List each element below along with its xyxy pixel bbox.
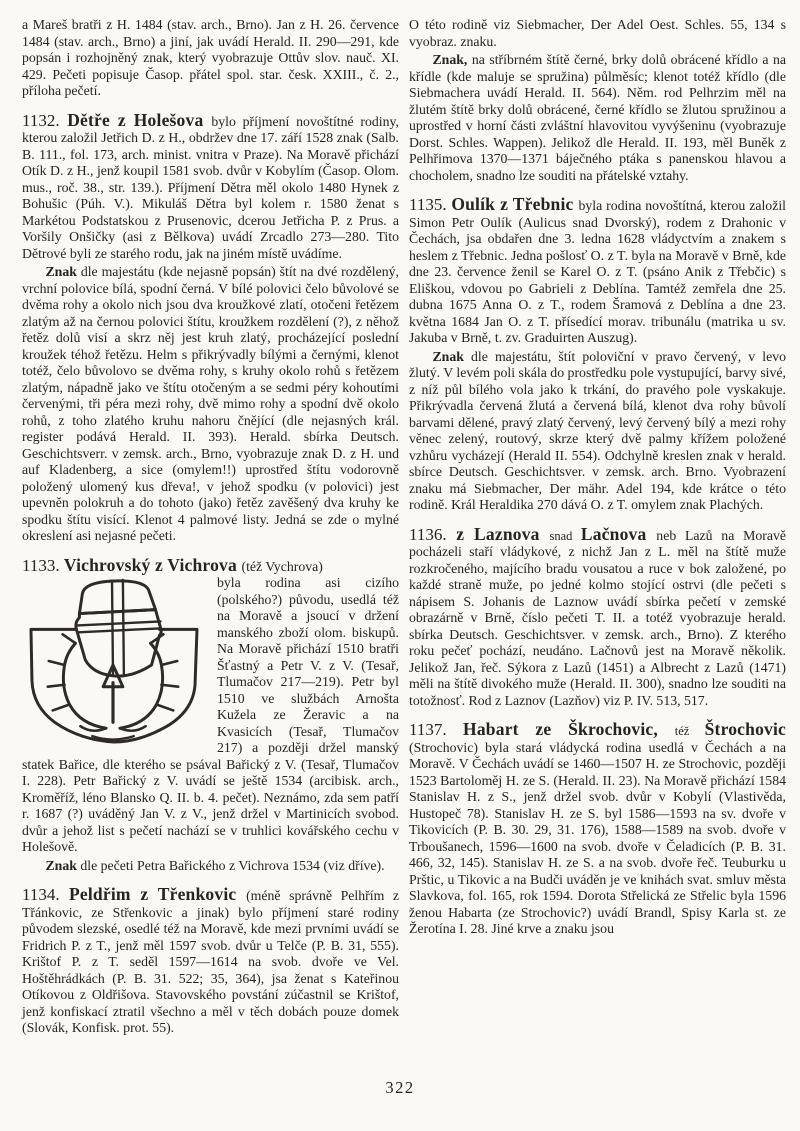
paragraph [409,17,786,50]
text-run: 1136. [409,524,457,544]
text-run: (též Vychrova) [241,558,323,574]
text-run: byla rodina novoštítná, kterou založil Simon Petr Oulík (Aulicus snad Dvorský), rodem z Drahonic v Čechách, jsa obdařen dne 3. ledna 1628 vládyctvím a znakem s heslem z Třebnic. Jedna pošlosť O. z T. byla na Moravě v Brně, kde dne 23. července ženil se Karel O. z T. (psáno Anik z Třebčic) s Eliškou, vdovou po Gabrieli z Deblína. Tamtéž zemřela dne 25. dubna 1675 Anna O. z T., rodem Šramová z Deblína a dne 23. května 1684 Jan O. z T. přísedící morav. tribunálu (matrika u sv. Jakuba v Brně, t. zv. Graduirten Auszug). [409,198,786,345]
text-run: Oulík z Třebnic [451,194,579,214]
text-run: dle majestátu, štít poloviční v pravo červený, v levo žlutý. V levém poli skála do prostředku pole vystupující, barvy sivé, z níž půl bílého vola jako k trkání, do pravého pole vyskakuje. Přikrývadla červená žlutá a červená bílá, klenot dva rohy bůvolí barvami dělené, pravý zlatý červený, levý červený bílý a mezi rohy věnec zelený, routový, skrze který dvě palmy křížem položené vzhůru vycházejí (Herald II. 554). Odchylně kreslen znak v herald. sbírce Deutsch. Geschichtsver. v zemsk. arch. Brno. Vyobrazení znaku má Siebmacher, Der mähr. Adel 194, kde krátce o této rodině. Král Heraldika 270 dává O. z T. omylem znak Plachých. [409,348,786,512]
text-run: Štrochovic [704,719,787,739]
text-run: 1132. [22,110,68,130]
text-run: Znak [45,264,81,279]
paragraph [409,349,786,514]
text-run: 1133. [22,555,64,575]
page-number: 322 [385,1078,415,1097]
text-run: 1137. [409,720,464,739]
paragraph [22,575,399,856]
text-run: a Mareš bratři z H. 1484 (stav. arch., Brno). Jan z H. 26. července 1484 (stav. arch., Brno) a jiní, jak uvádí Herald. II. 290—291, kde popsán i rozhojněný znak, který vyobrazuje Ottův slov. nauč. XI. 429. Pečeti popisuje Časop. přátel spol. star. česk. XXIII., č. 2., příloha pečetí. [22,17,399,98]
text-run: byla rodina asi cizího (polského?) původu, usedlá též na Moravě a jsoucí v držení manského zboží olom. biskupů. Na Moravě přichází 1510 bratři Šťastný a Petr V. z V. (Tesař, Tlumačov 217—219). Petr byl 1510 ve službách Arnošta Kužela ze Žeravic a na Kvasicích (Tesař, Tlumačov 217) a později držel manský statek Bařice, dle kterého se psával Bařický z V. (Tesař, Tlumačov I. 228). Petr Bařický z V. uvádí se ještě 1534 (arcibisk. arch., Kroměříž, léno Blansko Q. II. b. 4. pečet). Neznámo, zda sem patří r. 1687 (?) uváděný Jan V. z V., jenž držel v Martinicích svobod. dvůr a jehož list s pečetí nachází se v truhlici kovářského cechu v Holešově. [22,575,399,854]
text-run: (Strochovic) byla stará vládycká rodina usedlá v Čechách a na Moravě. V Čechách uvádí se 1460—1507 H. ze Strochovic, později 1523 Bartoloměj H. ze S. (Herald. II. 23). Na Moravě přichází 1584 Stanislav H. z S., jenž držel svob. dvůr v Kobylí (Vlastivěda, Hustopeč 78). Stanislav H. ze S. byl 1586—1593 na sv. dvoře v Tikovicích (P. B. 30. 29, 31. 176), 1588—1589 na svob. dvoře v Trboušanech, 1596—1600 na svob. dvoře v Čeladicích (P. B. 31. 466, 32, 145). Stanislav H. ze S. a na svob. dvoře řeč. Teuburku u Prštic, u Tikovic a na Budči uváděn je ve knihách svat. smluv města Slavkova, fol. 165, rok 1594. Dorota Střelická ze Střelic byla 1596 ženou Habarta (ze Strochovic?) uvádí Brandl, Spisy Karla st. ze Žerotína I. 28. Jiné krve a znaku jsou [409,739,786,936]
text-run: 1135. [409,195,452,214]
text-run: (méně správně Pelhřím z Třánkovic, ze Střenkovic a jinak) bylo příjmení staré rodiny původem slezské, osedlé též na Moravě, kde mezi prvními uvádí se Fridrich P. z T., jenž měl 1597 svob. dvůr u Telče (P. B. 31, 555). Krištof P. z T. seděl 1597—1614 na svob. dvoře ve Vel. Hoštěhrádkách (P. B. 31. 522; 35, 364), jsa ženat s Kateřinou Otíkovou z Oldřišova. Stavovského povstání zúčastnil se Krištof, jenž konfiskací ztratil všechno a měl v těch dobách pouze domek (Slovák, Konfisk. prot. 55). [22,888,400,1035]
text-run: Znak [45,857,81,873]
text-run: Lačnova [580,523,657,544]
left-column [22,17,399,1037]
text-run: O této rodině viz Siebmacher, Der Adel Oest. Schles. 55, 134 s vyobraz. znaku. [409,17,786,49]
text-run: dle majestátu (kde nejasně popsán) štít na dvé rozdělený, vrchní polovice bílá, spodní černá. V bílé polovici čelo bůvolové se dvěma rohy a okolo nich jsou dva kroužkové zlatí, otočeni řetězem zlatým až na černou polovici štítu, kroužkem rozdělení (?), z něhož řetěz dolů visí a skrz něj jest kruh zlatý, procházející poslední kroužek téhož řetězu. Helm s přikrývadly bílými a černými, klenot totéž, čelo bůvolovo se dvěma rohy, s kruhy okolo rohů s řetězem zlatým, nápadně jako ve štítu otočeným a se sedmi péry kohoutími červenými, tři péra mezi rohy, dvě mimo rohy a spodní dvě okolo rohů, z toho zlatého kruhu nahoru čnějící (dle nejasných král. register podává Herald. II. 393). Herald. sbírka Deutsch. Geschichtsverr. v zemsk. arch., Brno, vyobrazuje znak D. z H. und auf Kladenberg, a sice (omylem!!) uprostřed štítu vodorovně položený ulomený kus dřeva!, v jehož spodku (v polovici) jest upevněn polokruh a do tohoto (jako) řetěz zavěšený dva kruhy ke spodku štítu visící. Klenot 4 palmové listy. Jedná se zde o mylné okreslení asi nejasné pečeti. [22,264,399,543]
text-run: též [674,724,705,738]
entry-paragraph [409,196,786,347]
text-run: z Laznova [456,523,550,544]
text-run: na stříbrném štítě černé, brky dolů obrácené křídlo a na křídle (kde maluje se spružina) půlměsíc; klenot totéž křídlo (dle Siebmachera uvádí Herald. II. 564). Něm. rod Pelhrzim měl na žlutém štítě brky dolů obrácené, černé křídlo se žlutou spružinou a uprostřed v horní části zvláštní hlavovitou vyvýšeninu (vyobrazuje Dorst. Schles. Wappen). Jelikož dle Herald. II. 193, měl Buněk z Pelhřimova 1370—1371 báječného ptáka s panenskou hlavou a chocholem, snadno lze souditi na přátelské vztahy. [409,52,786,183]
entry-paragraph [409,721,786,938]
text-run: dle pečeti Petra Bařického z Vichrova 1534 (viz dříve). [80,857,385,873]
entry-paragraph [22,554,399,576]
text-run: Peldřim z Třenkovic [69,884,247,904]
text-run: 1134. [22,885,70,904]
right-column [409,17,786,1037]
text-columns [22,17,786,1037]
text-run: Znak, [432,52,472,67]
coat-of-arms-image [22,578,204,746]
entry-paragraph [409,523,786,710]
paragraph [22,17,399,100]
text-run: bylo příjmení novoštítné rodiny, kterou založil Jetřich D. z H., obdržev dne 17. září 1528 znak (Salb. B. 111., fol. 173, arch. minist. vnitra v Praze). Na Moravě přichází Otík D. z H., jenž koupil 1581 svob. dvůr v Kobylím (Časop. Olom. mus., roč. 38., str. 139.). Příjmení Dětra měl okolo 1480 Hynek z Bohušic (Púh. V.). Mikuláš Dětra byl kolem r. 1580 ženat s Markétou Podstatskou z Prusenovic, dcerou Jetřicha P. z Prus. a Voršily Onšičky (asi z Bělkova) uvádí Zrcadlo 273—280. Tito Dětrové byli ze starého rodu, jak na jiném místě uvádíme. [22,113,399,261]
entry-paragraph [22,886,399,1037]
text-run: Znak [432,348,471,364]
paragraph [22,264,399,545]
text-run: Dětře z Holešova [67,109,212,130]
text-run: Vichrovský z Vichrova [63,554,242,575]
text-run: neb Lazů na Moravě pocházeli staří vládykové, z nichž Jan z L. měl na štítě muže rozkročeného, majícího bradu vousatou a ruce v bok založené, po každé straně muže, po jedné kolmo stojící ostrvi (dle pečeti s nápisem S. Johanis de Laznow uvádí sbírka pečetí v zemské obrazárně v Brně, číslo pečeti T. II. a totéž vyobrazuje herald. sbírka Deutsch. Geschichtsver. v zemsk. arch., Brno). Z kterého roku pečeť pochází, neudáno. Lačnovů jest na Moravě několik. Jelikož Jan, řeč. Sýkora z Lazů (1451) a Albrecht z Lazů (1471) měli na štítě divokého muže (Herald. II. 300), snadno lze souditi na totožnosť. Rod z Laznov (Lazňov) viz P. IV. 513, 517. [409,527,786,708]
text-run: Habart ze Škrochovic, [463,719,675,739]
paragraph [22,858,399,875]
entry-paragraph [22,109,399,263]
paragraph [409,52,786,184]
text-run: snad [549,528,581,543]
